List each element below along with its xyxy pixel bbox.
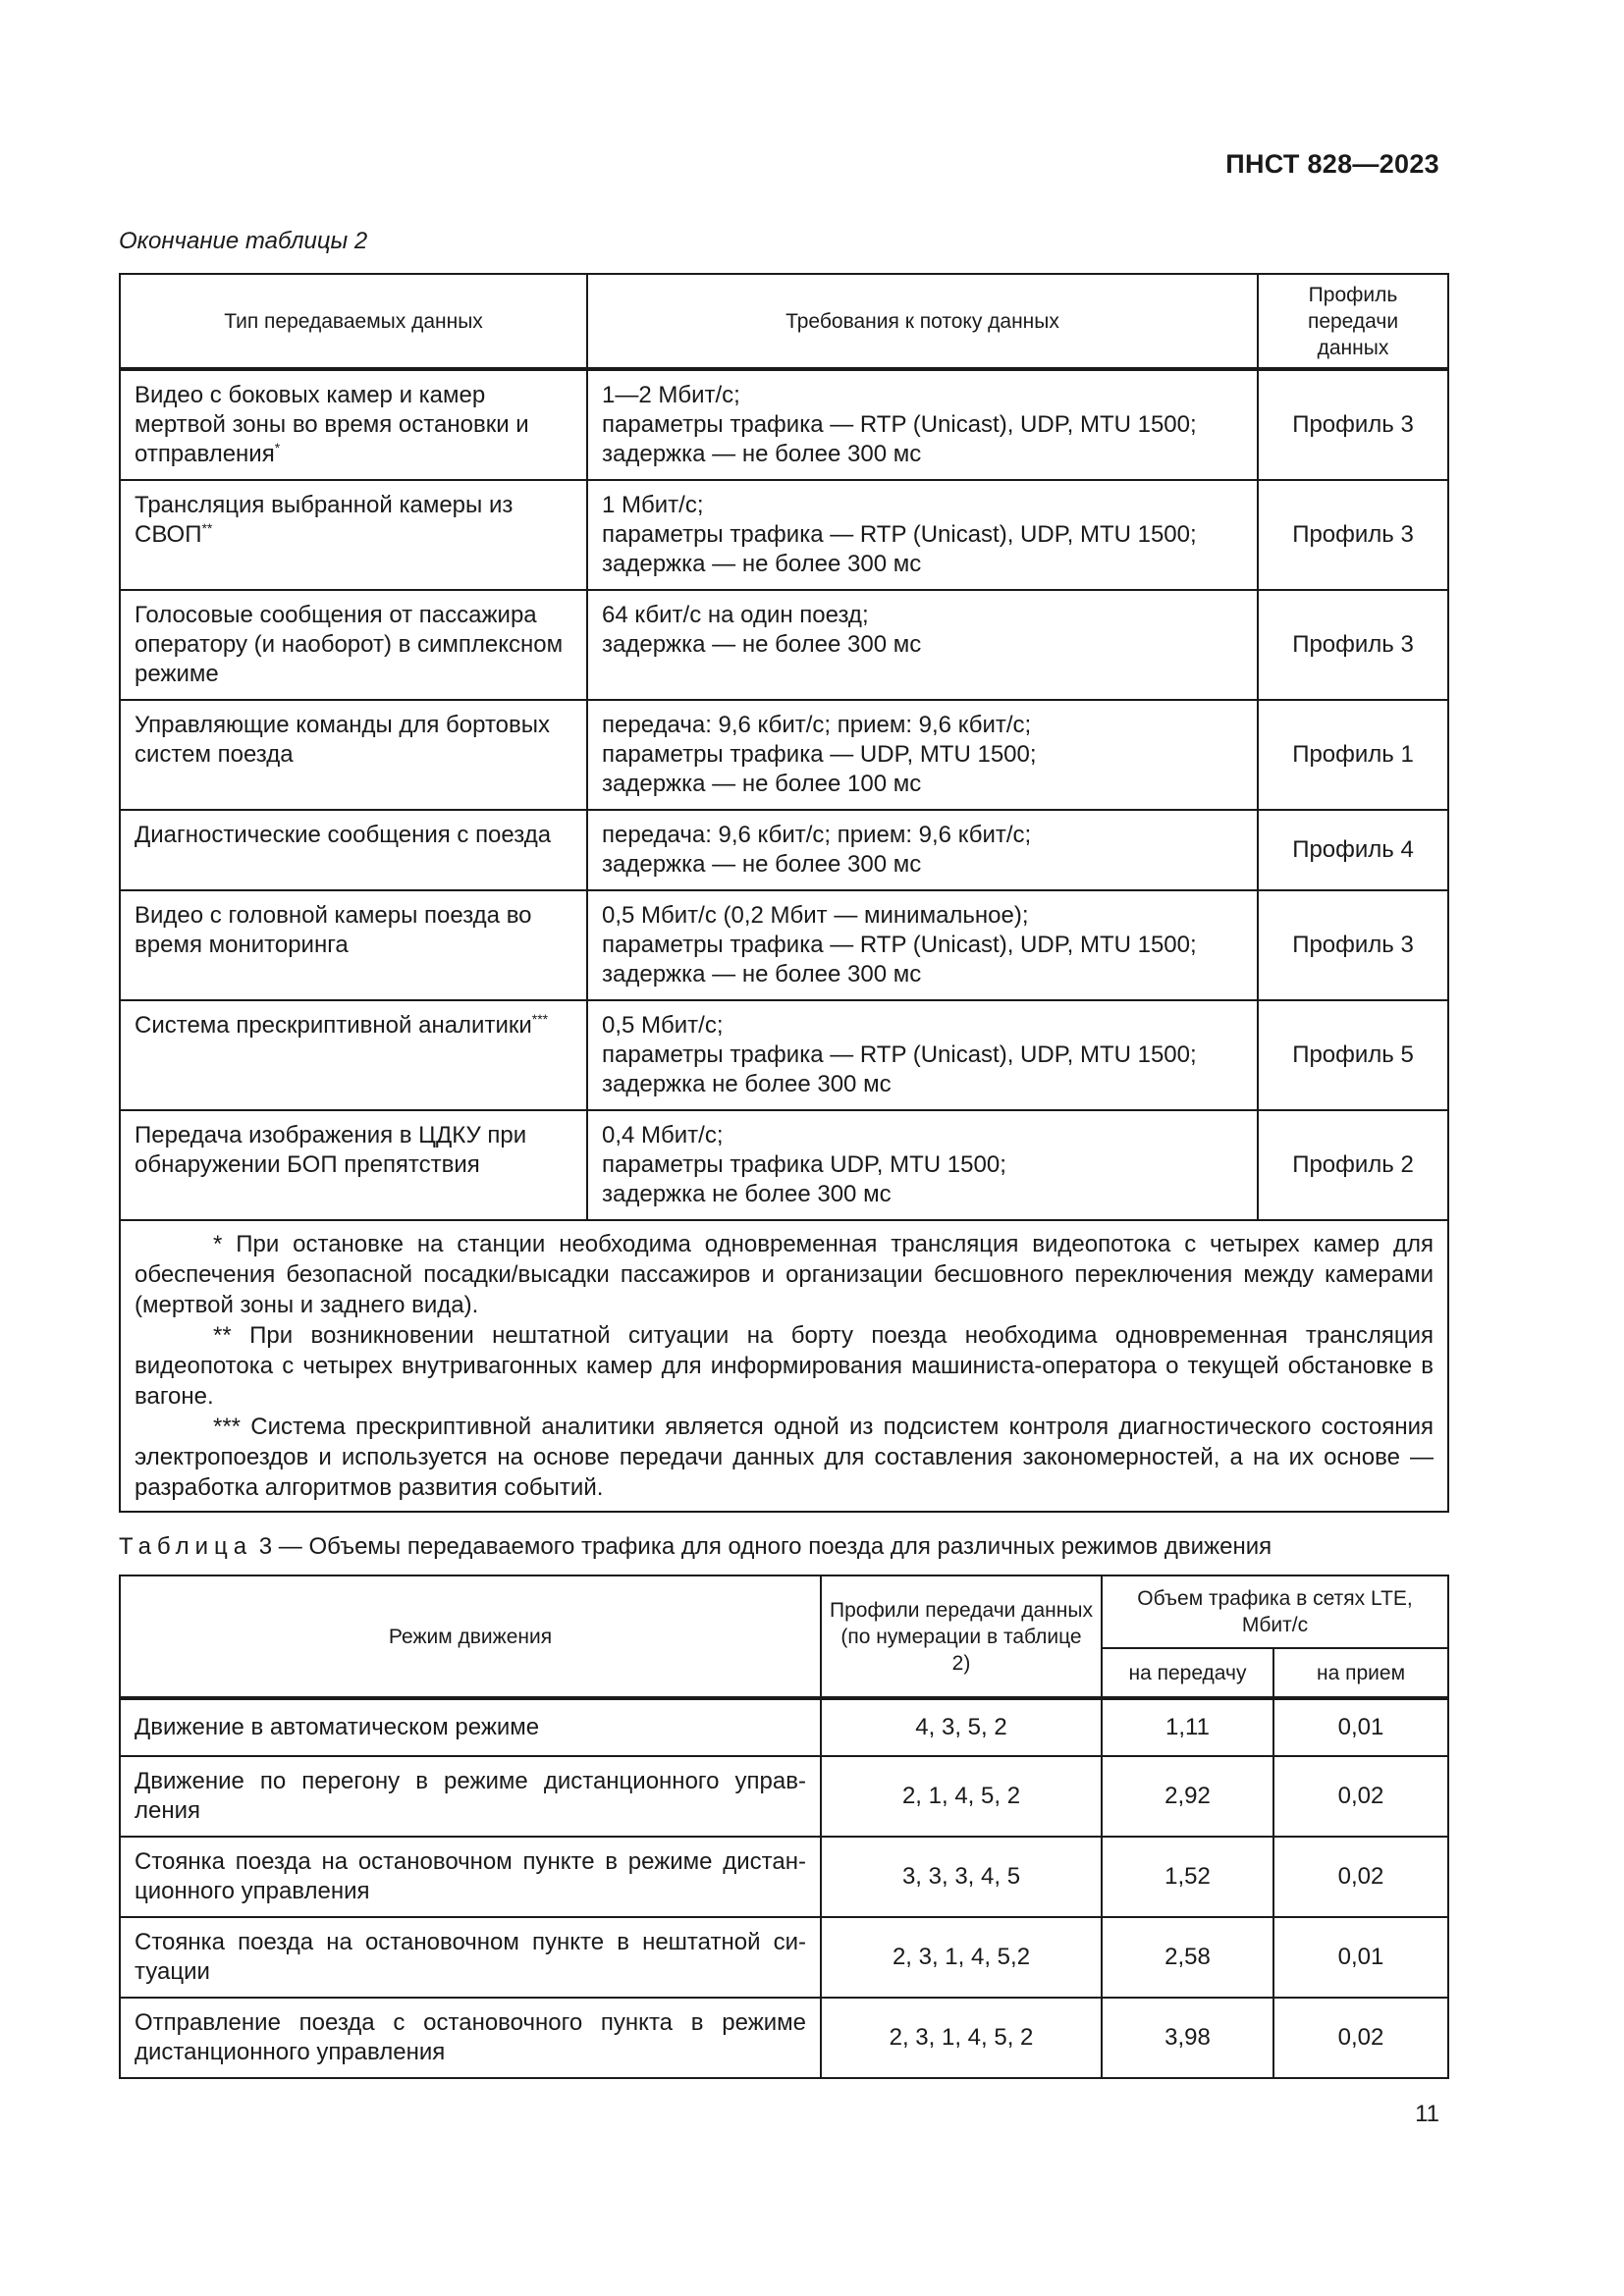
column-header-mode: Режим движения — [120, 1575, 821, 1698]
table-row — [120, 890, 1448, 1000]
column-header-profile: Профиль передачи данных — [1258, 274, 1448, 369]
footnote-mark: * — [274, 440, 281, 455]
table-row — [120, 810, 1448, 890]
mode-cell: Стоянка поезда на остановочном пункте в нештатной ситуации — [120, 1917, 821, 1998]
profiles-cell: 3, 3, 3, 4, 5 — [821, 1837, 1102, 1917]
table-row — [120, 700, 1448, 810]
profiles-cell: 2, 1, 4, 5, 2 — [821, 1756, 1102, 1837]
data-type-cell: Видео с головной камеры поезда во время мониторинга — [120, 890, 587, 1000]
table-row — [120, 480, 1448, 590]
table-2 — [119, 273, 1449, 1513]
table-row — [120, 1698, 1448, 1756]
table-row — [120, 1917, 1448, 1998]
data-type-cell: Передача изображения в ЦДКУ при обнаружении БОП препятствия — [120, 1110, 587, 1220]
mode-cell: Отправление поезда с остановочного пункта в режиме дистанционного управления — [120, 1998, 821, 2078]
column-header-traffic-volume: Объем трафика в сетях LTE, Мбит/с — [1102, 1575, 1448, 1648]
mode-cell: Движение в автоматическом режиме — [120, 1698, 821, 1756]
column-header-tx: на передачу — [1102, 1648, 1273, 1698]
footnote-mark: *** — [531, 1011, 549, 1027]
table-row — [120, 590, 1448, 700]
requirements-cell: 0,4 Мбит/с; параметры трафика UDP, MTU 1500; задержка не более 300 мс — [587, 1110, 1258, 1220]
column-header-data-type: Тип передаваемых данных — [120, 274, 587, 369]
data-type-cell: Трансляция выбранной камеры из СВОП** — [120, 480, 587, 590]
profile-cell: Профиль 3 — [1258, 590, 1448, 700]
data-type-cell: Система прескриптивной аналитики*** — [120, 1000, 587, 1110]
rx-cell: 0,01 — [1273, 1917, 1448, 1998]
requirements-cell: передача: 9,6 кбит/с; прием: 9,6 кбит/с; параметры трафика — UDP, MTU 1500; задержка — не более 100 мс — [587, 700, 1258, 810]
table2-caption: Окончание таблицы 2 — [119, 228, 368, 254]
column-header-profiles: Профили передачи данных (по нумерации в таблице 2) — [821, 1575, 1102, 1698]
table-row — [120, 1756, 1448, 1837]
requirements-cell: 0,5 Мбит/с; параметры трафика — RTP (Unicast), UDP, MTU 1500; задержка не более 300 мс — [587, 1000, 1258, 1110]
mode-cell: Движение по перегону в режиме дистанционного управления — [120, 1756, 821, 1837]
data-type-cell: Голосовые сообщения от пассажира оператору (и наоборот) в симплексном режиме — [120, 590, 587, 700]
rx-cell: 0,01 — [1273, 1698, 1448, 1756]
data-type-cell: Видео с боковых камер и камер мертвой зоны во время остановки и отправления* — [120, 369, 587, 480]
profiles-cell: 2, 3, 1, 4, 5,2 — [821, 1917, 1102, 1998]
table-row — [120, 369, 1448, 480]
requirements-cell: передача: 9,6 кбит/с; прием: 9,6 кбит/с; задержка — не более 300 мс — [587, 810, 1258, 890]
requirements-cell: 1—2 Мбит/с; параметры трафика — RTP (Unicast), UDP, MTU 1500; задержка — не более 300 мс — [587, 369, 1258, 480]
table-row — [120, 1998, 1448, 2078]
profiles-cell: 2, 3, 1, 4, 5, 2 — [821, 1998, 1102, 2078]
tx-cell: 3,98 — [1102, 1998, 1273, 2078]
footnote: *** Система прескриптивной аналитики является одной из подсистем контроля диагностического состояния электропоездов и используется на основе передачи данных для составления закономерностей, а на их основе — разработка алгоритмов развития событий. — [135, 1414, 1434, 1501]
profile-cell: Профиль 2 — [1258, 1110, 1448, 1220]
table-3 — [119, 1575, 1449, 2079]
column-header-stream-requirements: Требования к потоку данных — [587, 274, 1258, 369]
footnote: * При остановке на станции необходима одновременная трансляция видеопотока с четырех камер для обеспечения безопасной посадки/высадки пассажиров и организации бесшовного переключения между камерами (мертвой зоны и заднего вида). — [135, 1231, 1434, 1318]
tx-cell: 2,58 — [1102, 1917, 1273, 1998]
requirements-cell: 64 кбит/с на один поезд; задержка — не более 300 мс — [587, 590, 1258, 700]
profile-cell: Профиль 1 — [1258, 700, 1448, 810]
profile-cell: Профиль 4 — [1258, 810, 1448, 890]
tx-cell: 2,92 — [1102, 1756, 1273, 1837]
tx-cell: 1,11 — [1102, 1698, 1273, 1756]
requirements-cell: 1 Мбит/с; параметры трафика — RTP (Unicast), UDP, MTU 1500; задержка — не более 300 мс — [587, 480, 1258, 590]
rx-cell: 0,02 — [1273, 1837, 1448, 1917]
requirements-cell: 0,5 Мбит/с (0,2 Мбит — минимальное); параметры трафика — RTP (Unicast), UDP, MTU 1500; задержка — не более 300 мс — [587, 890, 1258, 1000]
data-type-cell: Управляющие команды для бортовых систем поезда — [120, 700, 587, 810]
profiles-cell: 4, 3, 5, 2 — [821, 1698, 1102, 1756]
mode-cell: Стоянка поезда на остановочном пункте в режиме дистанционного управления — [120, 1837, 821, 1917]
tx-cell: 1,52 — [1102, 1837, 1273, 1917]
table-row — [120, 1837, 1448, 1917]
profile-cell: Профиль 3 — [1258, 890, 1448, 1000]
rx-cell: 0,02 — [1273, 1756, 1448, 1837]
profile-cell: Профиль 5 — [1258, 1000, 1448, 1110]
data-type-cell: Диагностические сообщения с поезда — [120, 810, 587, 890]
document-code: ПНСТ 828—2023 — [1225, 149, 1439, 179]
column-header-rx: на прием — [1273, 1648, 1448, 1698]
profile-cell: Профиль 3 — [1258, 480, 1448, 590]
profile-cell: Профиль 3 — [1258, 369, 1448, 480]
footnote-mark: ** — [201, 520, 213, 536]
table-footnotes — [120, 1220, 1448, 1512]
page-number: 11 — [1415, 2101, 1439, 2127]
table3-caption: Таблица 3 — Объемы передаваемого трафика для одного поезда для различных режимов движения — [119, 1533, 1272, 1560]
footnote: ** При возникновении нештатной ситуации на борту поезда необходима одновременная трансляция видеопотока с четырех внутривагонных камер для информирования машиниста-оператора о текущей обстановке в вагоне. — [135, 1322, 1434, 1410]
table-row — [120, 1000, 1448, 1110]
table-row — [120, 1110, 1448, 1220]
rx-cell: 0,02 — [1273, 1998, 1448, 2078]
